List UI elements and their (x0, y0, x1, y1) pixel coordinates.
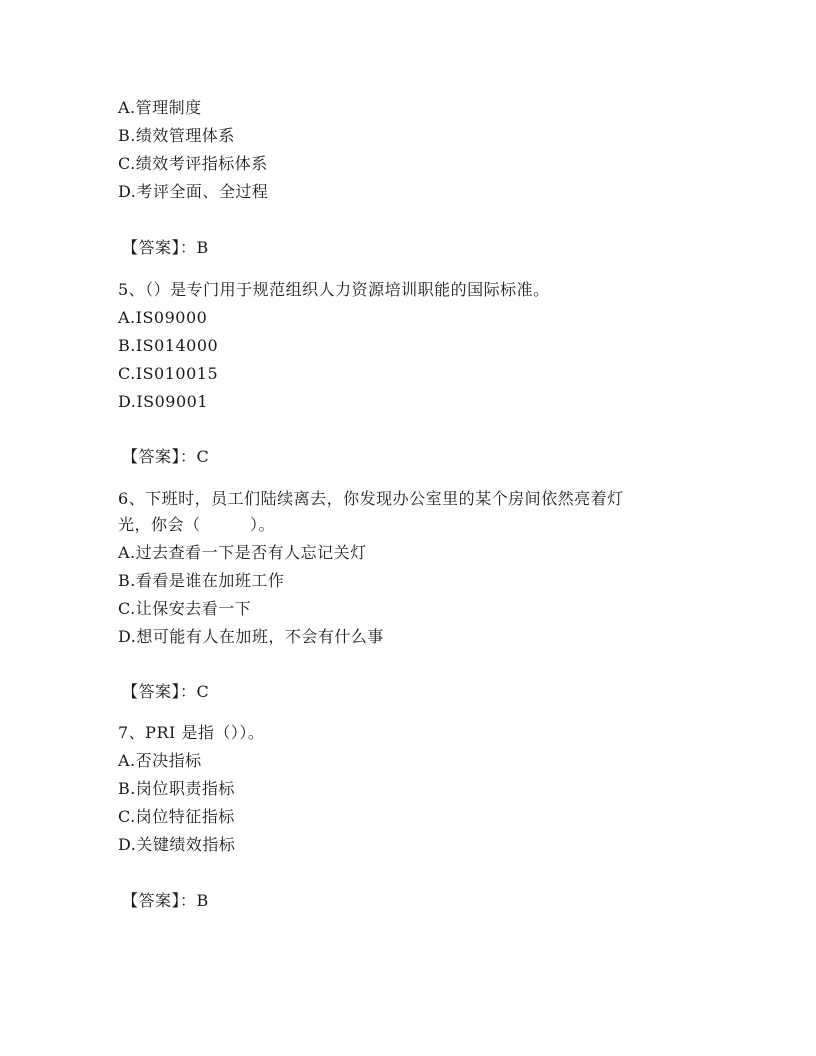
option-a: A.否决指标 (118, 751, 202, 770)
answer-label: 【答案】：B (122, 891, 209, 910)
question-text-line2: 光，你会（ ）。 (118, 515, 276, 534)
option-c: C.IS010015 (118, 364, 219, 383)
option-c: C.绩效考评指标体系 (118, 154, 268, 173)
option-d: D.考评全面、全过程 (118, 182, 269, 201)
answer-label: 【答案】：C (122, 682, 210, 701)
option-a: A.IS09000 (118, 308, 208, 327)
answer-label: 【答案】：B (122, 238, 209, 257)
option-a: A.管理制度 (118, 98, 202, 117)
question-text: 5、（）是专门用于规范组织人力资源培训职能的国际标准。 (118, 280, 550, 299)
option-d: D.IS09001 (118, 392, 209, 411)
option-a: A.过去查看一下是否有人忘记关灯 (118, 543, 367, 562)
option-d: D.关键绩效指标 (118, 835, 236, 854)
option-c: C.让保安去看一下 (118, 599, 252, 618)
option-b: B.岗位职责指标 (118, 779, 235, 798)
option-b: B.IS014000 (118, 336, 219, 355)
option-d: D.想可能有人在加班，不会有什么事 (118, 627, 384, 646)
question-text: 7、PRI 是指（））。 (118, 723, 265, 742)
answer-label: 【答案】：C (122, 447, 210, 466)
question-text-line1: 6、下班时，员工们陆续离去，你发现办公室里的某个房间依然亮着灯 (118, 489, 624, 508)
option-b: B.看看是谁在加班工作 (118, 571, 285, 590)
option-b: B.绩效管理体系 (118, 126, 235, 145)
option-c: C.岗位特征指标 (118, 807, 235, 826)
